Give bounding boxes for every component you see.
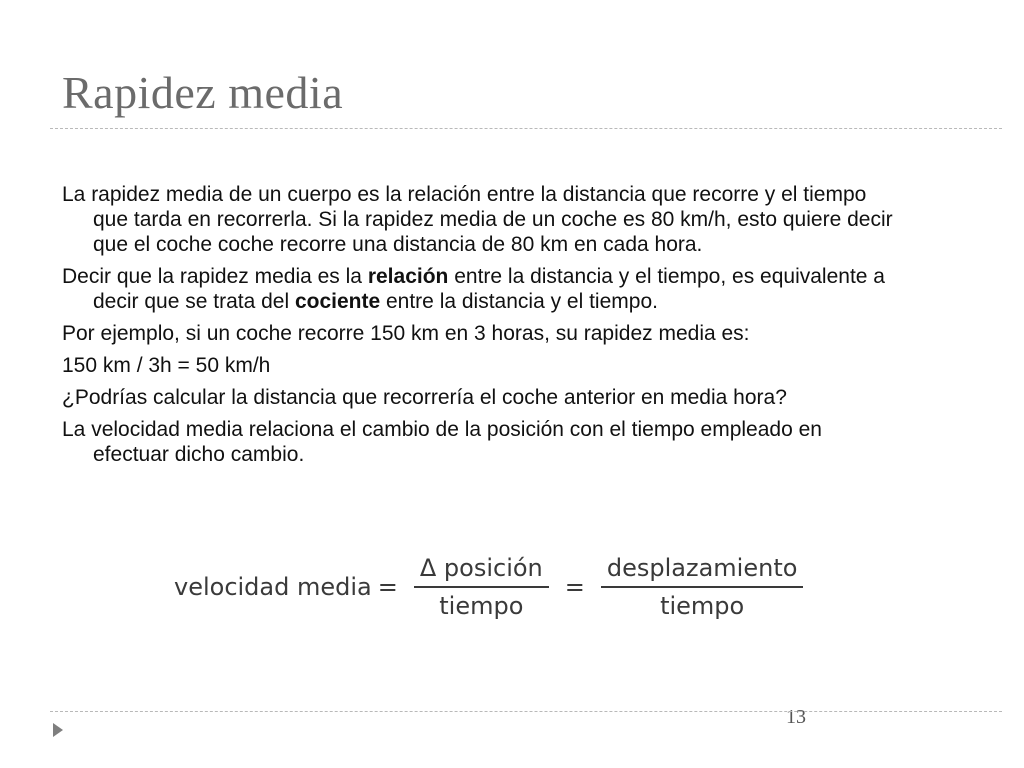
footer-divider <box>50 711 1002 712</box>
slide-body <box>62 182 902 474</box>
fraction-denominator: tiempo <box>660 592 745 620</box>
paragraph-example: Por ejemplo, si un coche recorre 150 km en 3 horas, su rapidez media es: <box>62 322 750 345</box>
page-number: 13 <box>786 706 806 728</box>
triangle-bullet-icon <box>52 722 64 738</box>
slide-title: Rapidez media <box>62 67 344 118</box>
fraction-numerator: Δ posición <box>419 554 543 582</box>
fraction-denominator: tiempo <box>439 592 524 620</box>
paragraph-calculation: 150 km / 3h = 50 km/h <box>62 354 271 377</box>
fraction-numerator: desplazamiento <box>606 554 798 582</box>
paragraph-definition: La rapidez media de un cuerpo es la relación entre la distancia que recorre y el tiempo que tarda en recorrerla. Si la rapidez media de un coche es 80 km/h, esto quiere decir que el coche coche recorre una distancia de 80 km en cada hora. <box>62 183 893 256</box>
bold-cociente: cociente <box>294 290 381 313</box>
paragraph-question: ¿Podrías calcular la distancia que recorrería el coche anterior en media hora? <box>62 386 787 409</box>
formula-fraction-displacement <box>601 554 804 620</box>
bold-relacion: relación <box>367 265 449 288</box>
formula-equals-2: = <box>564 573 585 601</box>
formula-fraction-position <box>414 554 549 620</box>
formula-equals-1: = <box>377 573 398 601</box>
paragraph-velocity: La velocidad media relaciona el cambio de la posición con el tiempo empleado en efectuar dicho cambio. <box>62 418 822 466</box>
velocity-formula <box>174 552 813 622</box>
title-divider <box>50 128 1002 129</box>
paragraph-relation: Decir que la rapidez media es la relación entre la distancia y el tiempo, es equivalente a decir que se trata del cociente entre la distancia y el tiempo. <box>62 265 885 313</box>
formula-lhs: velocidad media <box>174 573 372 601</box>
